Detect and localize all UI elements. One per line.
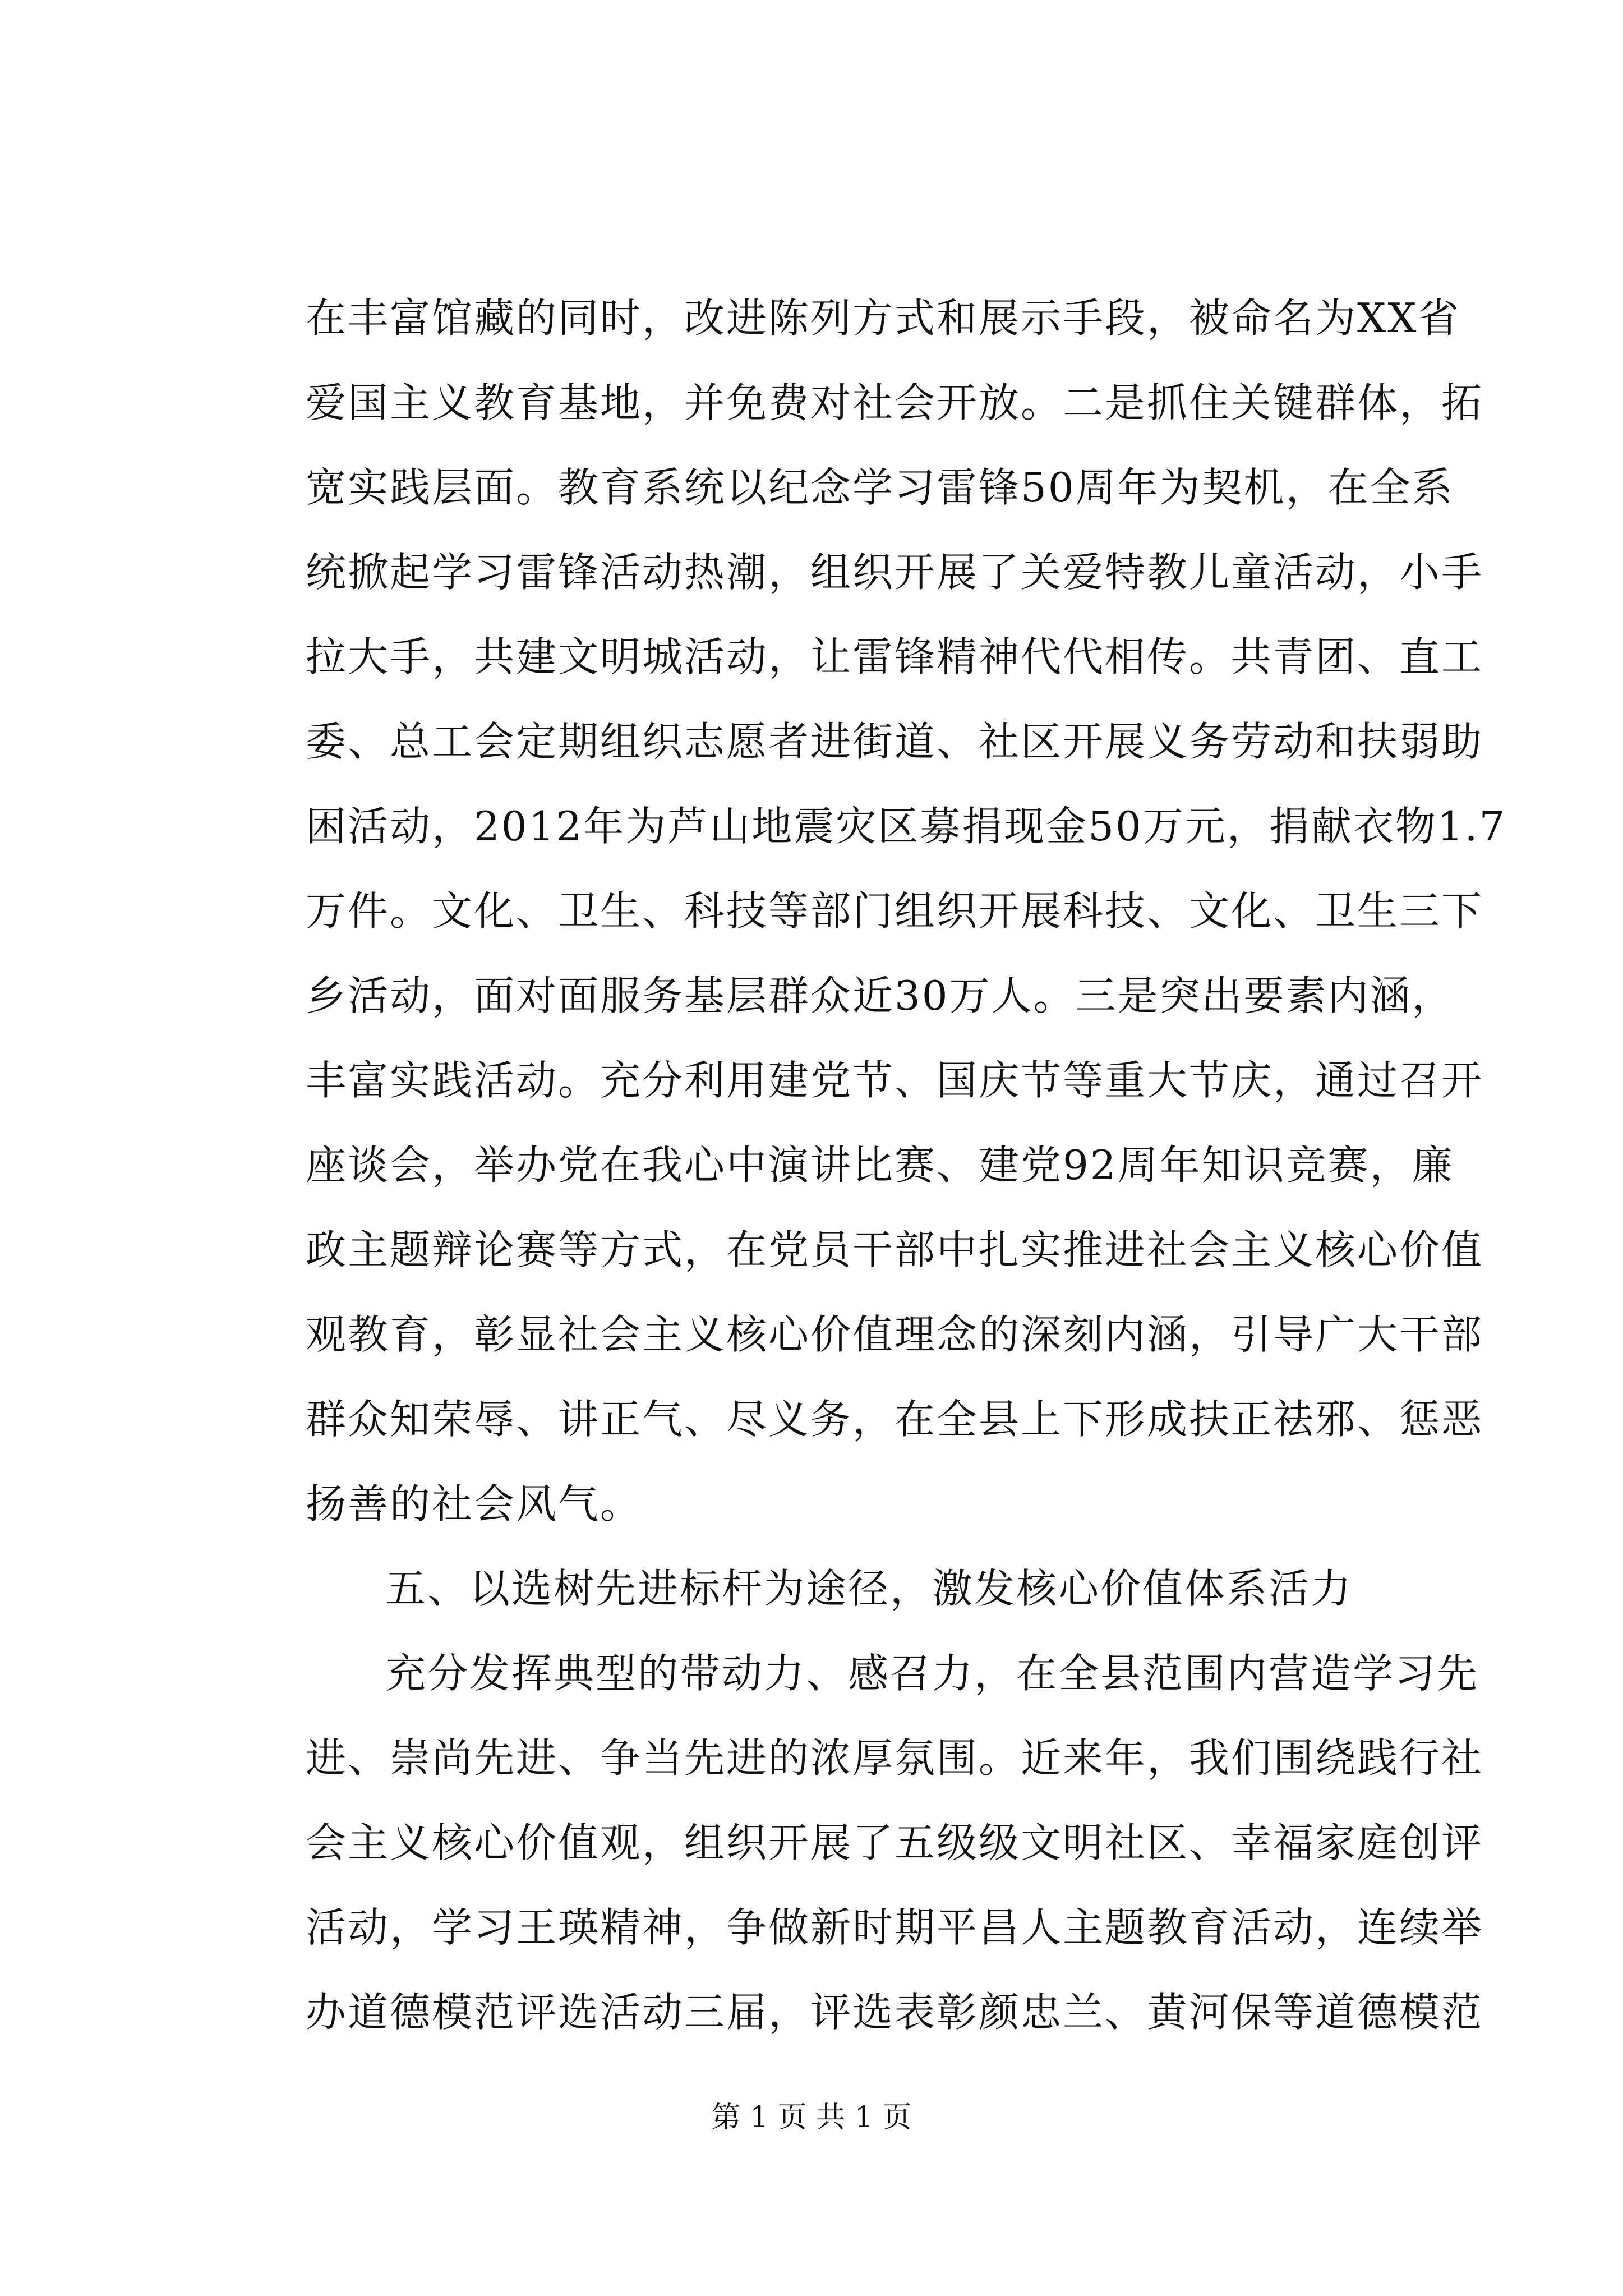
text-line: 委、总工会定期组织志愿者进街道、社区开展义务劳动和扶弱助	[306, 718, 1484, 765]
text-line: 群众知荣辱、讲正气、尽义务，在全县上下形成扶正祛邪、惩恶	[306, 1396, 1484, 1443]
text-line: 乡活动，面对面服务基层群众近30万人。三是突出要素内涵，	[306, 972, 1454, 1019]
page-footer: 第 1 页 共 1 页	[711, 2101, 912, 2134]
text-line: 座谈会，举办党在我心中演讲比赛、建党92周年知识竞赛，廉	[306, 1142, 1454, 1189]
text-line: 宽实践层面。教育系统以纪念学习雷锋50周年为契机，在全系	[306, 464, 1454, 511]
section-heading: 五、以选树先进标杆为途径，激发核心价值体系活力	[385, 1565, 1353, 1612]
text-line: 扬善的社会风气。	[306, 1480, 643, 1527]
text-line: 活动，学习王瑛精神，争做新时期平昌人主题教育活动，连续举	[306, 1904, 1484, 1951]
text-line: 拉大手，共建文明城活动，让雷锋精神代代相传。共青团、直工	[306, 633, 1484, 680]
body-text	[306, 276, 1507, 2055]
text-line: 进、崇尚先进、争当先进的浓厚氛围。近来年，我们围绕践行社	[306, 1734, 1484, 1782]
text-line: 政主题辩论赛等方式，在党员干部中扎实推进社会主义核心价值	[306, 1226, 1484, 1273]
text-line: 会主义核心价值观，组织开展了五级级文明社区、幸福家庭创评	[306, 1819, 1484, 1866]
text-line: 困活动，2012年为芦山地震灾区募捐现金50万元，捐献衣物1.7	[306, 803, 1507, 850]
text-line: 在丰富馆藏的同时，改进陈列方式和展示手段，被命名为XX省	[306, 295, 1460, 342]
text-line: 统掀起学习雷锋活动热潮，组织开展了关爱特教儿童活动，小手	[306, 549, 1484, 596]
text-line: 丰富实践活动。充分利用建党节、国庆节等重大节庆，通过召开	[306, 1057, 1484, 1104]
text-line: 爱国主义教育基地，并免费对社会开放。二是抓住关键群体，拓	[306, 379, 1484, 426]
text-line: 观教育，彰显社会主义核心价值理念的深刻内涵，引导广大干部	[306, 1311, 1484, 1358]
text-line: 万件。文化、卫生、科技等部门组织开展科技、文化、卫生三下	[306, 887, 1484, 935]
text-line: 充分发挥典型的带动力、感召力，在全县范围内营造学习先	[385, 1650, 1479, 1697]
text-line: 办道德模范评选活动三届，评选表彰颜忠兰、黄河保等道德模范	[306, 1989, 1484, 2036]
